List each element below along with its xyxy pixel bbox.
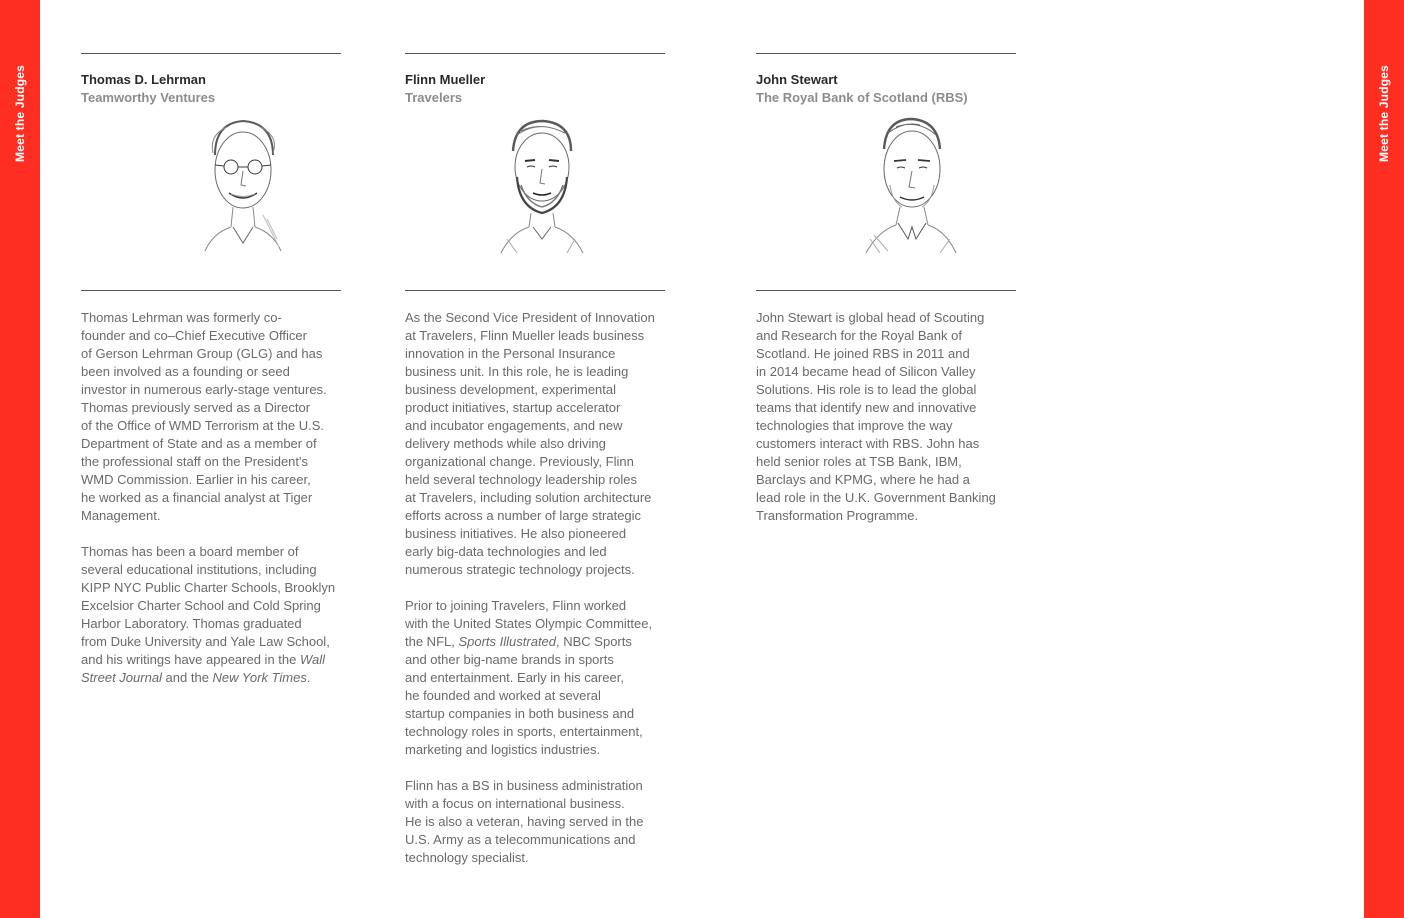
judge-bio [756,309,1016,525]
portrait-sketch-icon [491,115,591,255]
publication-title: Wall Street Journal [81,652,326,685]
publication-title: New York Times [212,670,307,685]
judge-name: Thomas D. Lehrman [81,72,206,87]
judge-bio [81,309,341,687]
bottom-divider [405,290,665,291]
bio-paragraph: Thomas Lehrman was formerly co- founder and co–Chief Executive Officer of Gerson Lehrman Group (GLG) and has been involved as a founding or seed investor in numerous early-stage ventures. Thomas previously served as a Director of the Office of WMD Terrorism at the U.S. Department of State and as a member of the professional staff on the President's WMD Commission. Earlier in his career, he worked as a financial analyst at Tiger Management. [81,310,327,523]
judge-column-stewart [756,53,1016,543]
portrait-container [756,107,1016,290]
bottom-divider [81,290,341,291]
judge-organization: Travelers [405,90,463,105]
right-side-bar [1364,0,1404,918]
portrait-sketch-icon [193,115,293,255]
judge-organization: The Royal Bank of Scotland (RBS) [756,90,968,105]
top-divider [405,53,665,54]
judge-column-mueller [405,53,665,885]
portrait-container [405,107,665,290]
judge-bio [405,309,665,867]
bio-text: Prior to joining Travelers, Flinn worked with the United States Olympic Committee, the NFL, [405,598,653,649]
bio-text: and the [161,670,213,685]
bio-paragraph [405,597,665,759]
bio-text: . [306,670,311,685]
bio-paragraph [81,543,341,687]
portrait-sketch-icon [860,115,960,255]
bio-text: , NBC Sports and other big-name brands in sports and entertainment. Early in his career, he founded and worked at several startup companies in both business and technology roles in sports, entertainment, marketing and logistics industries. [405,634,643,757]
bottom-divider [756,290,1016,291]
judge-column-lehrman [81,53,341,705]
publication-title: Sports Illustrated [458,634,557,649]
bio-paragraph: John Stewart is global head of Scouting and Research for the Royal Bank of Scotland. He joined RBS in 2011 and in 2014 became head of Silicon Valley Solutions. His role is to lead the global teams that identify new and innovative technologies that improve the way customers interact with RBS. John has held senior roles at TSB Bank, IBM, Barclays and KPMG, where he had a lead role in the U.K. Government Banking Transformation Programme. [756,310,996,523]
portrait-container [81,107,341,290]
top-divider [756,53,1016,54]
section-label-left: Meet the Judges [13,64,27,162]
bio-paragraph: Flinn has a BS in business administration with a focus on international business. He is also a veteran, having served in the U.S. Army as a telecommunications and technology specialist. [405,778,644,865]
judge-name: Flinn Mueller [405,72,486,87]
left-side-bar [0,0,40,918]
judge-name: John Stewart [756,72,838,87]
judge-organization: Teamworthy Ventures [81,90,216,105]
top-divider [81,53,341,54]
bio-text: Thomas has been a board member of several educational institutions, including KIPP NYC Public Charter Schools, Brooklyn Excelsior Charter School and Cold Spring Harbor Laboratory. Thomas graduated from Duke University and Yale Law School, and his writings have appeared in the [81,544,336,667]
bio-paragraph: As the Second Vice President of Innovation at Travelers, Flinn Mueller leads business innovation in the Personal Insurance business unit. In this role, he is leading business development, experimental product initiatives, startup accelerator and incubator engagements, and new delivery methods while also driving organizational change. Previously, Flinn held several technology leadership roles at Travelers, including solution architecture efforts across a number of large strategic business initiatives. He also pioneered early big-data technologies and led numerous strategic technology projects. [405,310,655,577]
section-label-right: Meet the Judges [1377,64,1391,162]
